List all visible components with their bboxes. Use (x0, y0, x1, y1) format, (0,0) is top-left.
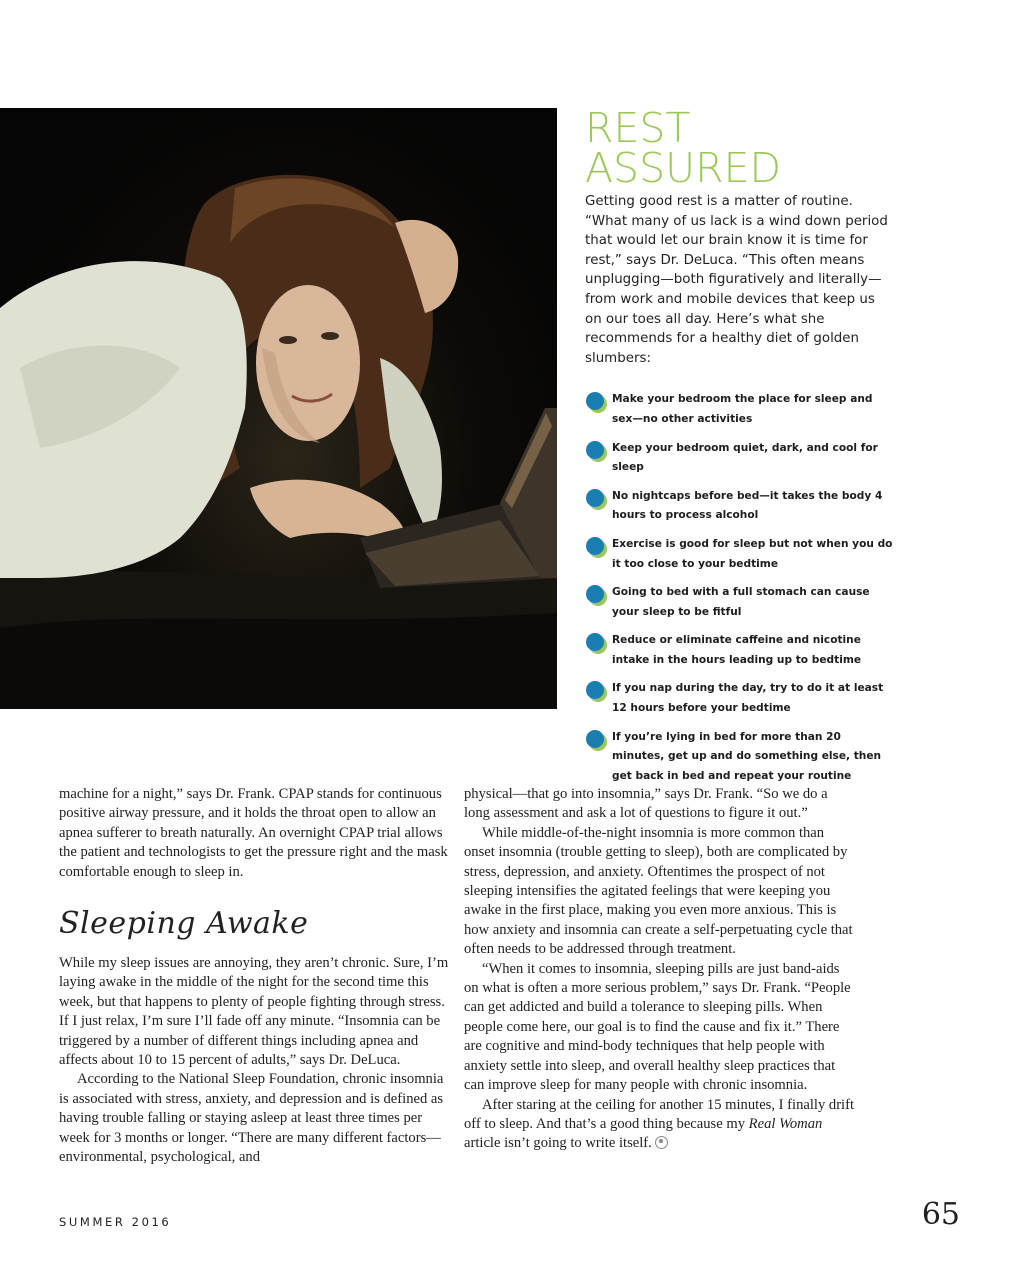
tip-item (585, 535, 895, 574)
tip-text: Going to bed with a full stomach can cause your sleep to be fitful (612, 586, 870, 618)
bullet-dot-icon (586, 585, 606, 605)
tip-item (585, 583, 895, 622)
paragraph: physical—that go into insomnia,” says Dr. Frank. “So we do a long assessment and ask a lot of questions to figure it out.” (464, 786, 828, 822)
closing-text-b: article isn’t going to write itself. (464, 1135, 652, 1152)
tip-text: Keep your bedroom quiet, dark, and cool for sleep (612, 441, 878, 474)
paragraph: According to the National Sleep Foundation, chronic insomnia is associated with stress, anxiety, and depression and is defined as having trouble falling or staying asleep at least three times per week for 3 months or longer. “There are many different factors—environmental, psychological, and (59, 1071, 444, 1166)
sidebar-title (585, 104, 895, 192)
photo-illustration (0, 108, 557, 709)
article-column-right (464, 785, 856, 1154)
sleep-tips-list (585, 390, 895, 786)
tip-text: No nightcaps before bed—it takes the body 4 hours to process alcohol (612, 489, 883, 522)
sidebar-title-line1: REST (585, 104, 691, 152)
tip-text: Make your bedroom the place for sleep and sex—no other activities (612, 393, 873, 425)
tip-item (585, 390, 895, 429)
page-number: 65 (921, 1197, 960, 1232)
tip-item (585, 439, 895, 478)
bullet-dot-icon (586, 681, 606, 701)
bullet-dot-icon (586, 489, 606, 509)
paragraph: “When it comes to insomnia, sleeping pills are just band-aids on what is often a more serious problem,” says Dr. Frank. “People can get addicted and build a tolerance to sleeping pills. When people come here, our goal is to find the cause and fix it.” There are cognitive and mind-body techniques that help people with anxiety settle into sleep, and overall healthy sleep practices that can improve sleep for many people with chronic insomnia. (464, 960, 851, 1094)
bullet-dot-icon (586, 537, 606, 557)
closing-paragraph (464, 1096, 856, 1154)
sidebar-title-line2: ASSURED (585, 144, 782, 192)
tip-text: If you’re lying in bed for more than 20 minutes, get up and do something else, then get back in bed and repeat your routine (612, 730, 882, 782)
end-mark-icon (655, 1136, 668, 1149)
article-column-left (59, 785, 451, 1168)
magazine-name: Real Woman (748, 1115, 823, 1132)
tip-text: Exercise is good for sleep but not when you do it too close to your bedtime (612, 537, 893, 570)
bullet-dot-icon (586, 441, 606, 461)
paragraph: While middle-of-the-night insomnia is more common than onset insomnia (trouble getting to sleep), both are complicated by stress, depression, and anxiety. Oftentimes the prospect of not sleeping intensifies the agitated feelings that were keeping you awake in the first place, making you even more anxious. This is how anxiety and insomnia can create a self-perpetuating cycle that often needs to be addressed through treatment. (464, 824, 853, 958)
rest-assured-sidebar (585, 104, 895, 795)
tip-text: If you nap during the day, try to do it at least 12 hours before your bedtime (612, 682, 884, 715)
paragraph: While my sleep issues are annoying, they aren’t chronic. Sure, I’m laying awake in the middle of the night for the second time this week, but that happens to plenty of people fighting through stress. If I just relax, I’m sure I’ll fade off any minute. “Insomnia can be triggered by a number of different things including apnea and affects about 10 to 15 percent of adults,” says Dr. DeLuca. (59, 955, 449, 1069)
tip-item (585, 487, 895, 526)
issue-label: SUMMER 2016 (59, 1215, 172, 1229)
tip-item (585, 679, 895, 718)
paragraph: machine for a night,” says Dr. Frank. CPAP stands for continuous positive airway pressure, and it holds the throat open to allow an apnea sufferer to breath naturally. An overnight CPAP trial allows the patient and technologists to get the pressure right and the mask comfortable enough to sleep in. (59, 786, 448, 880)
bullet-dot-icon (586, 730, 606, 750)
tip-text: Reduce or eliminate caffeine and nicotine intake in the hours leading up to bedtime (612, 634, 862, 666)
sidebar-intro: Getting good rest is a matter of routine. “What many of us lack is a wind down period that would let our brain know it is time for rest,” says Dr. DeLuca. “This often means unplugging—both figuratively and literally—from work and mobile devices that keep us on our toes all day. Here’s what she recommends for a healthy diet of golden slumbers: (585, 194, 888, 366)
bullet-dot-icon (586, 392, 606, 412)
tip-item (585, 728, 895, 787)
closing-text-a: After staring at the ceiling for another 15 minutes, I finally drift off to sleep. And that’s a good thing because my (464, 1096, 855, 1132)
woman-laptop-photo (0, 108, 557, 709)
section-subhead: Sleeping Awake (59, 906, 309, 942)
tip-item (585, 631, 895, 670)
bullet-dot-icon (586, 633, 606, 653)
